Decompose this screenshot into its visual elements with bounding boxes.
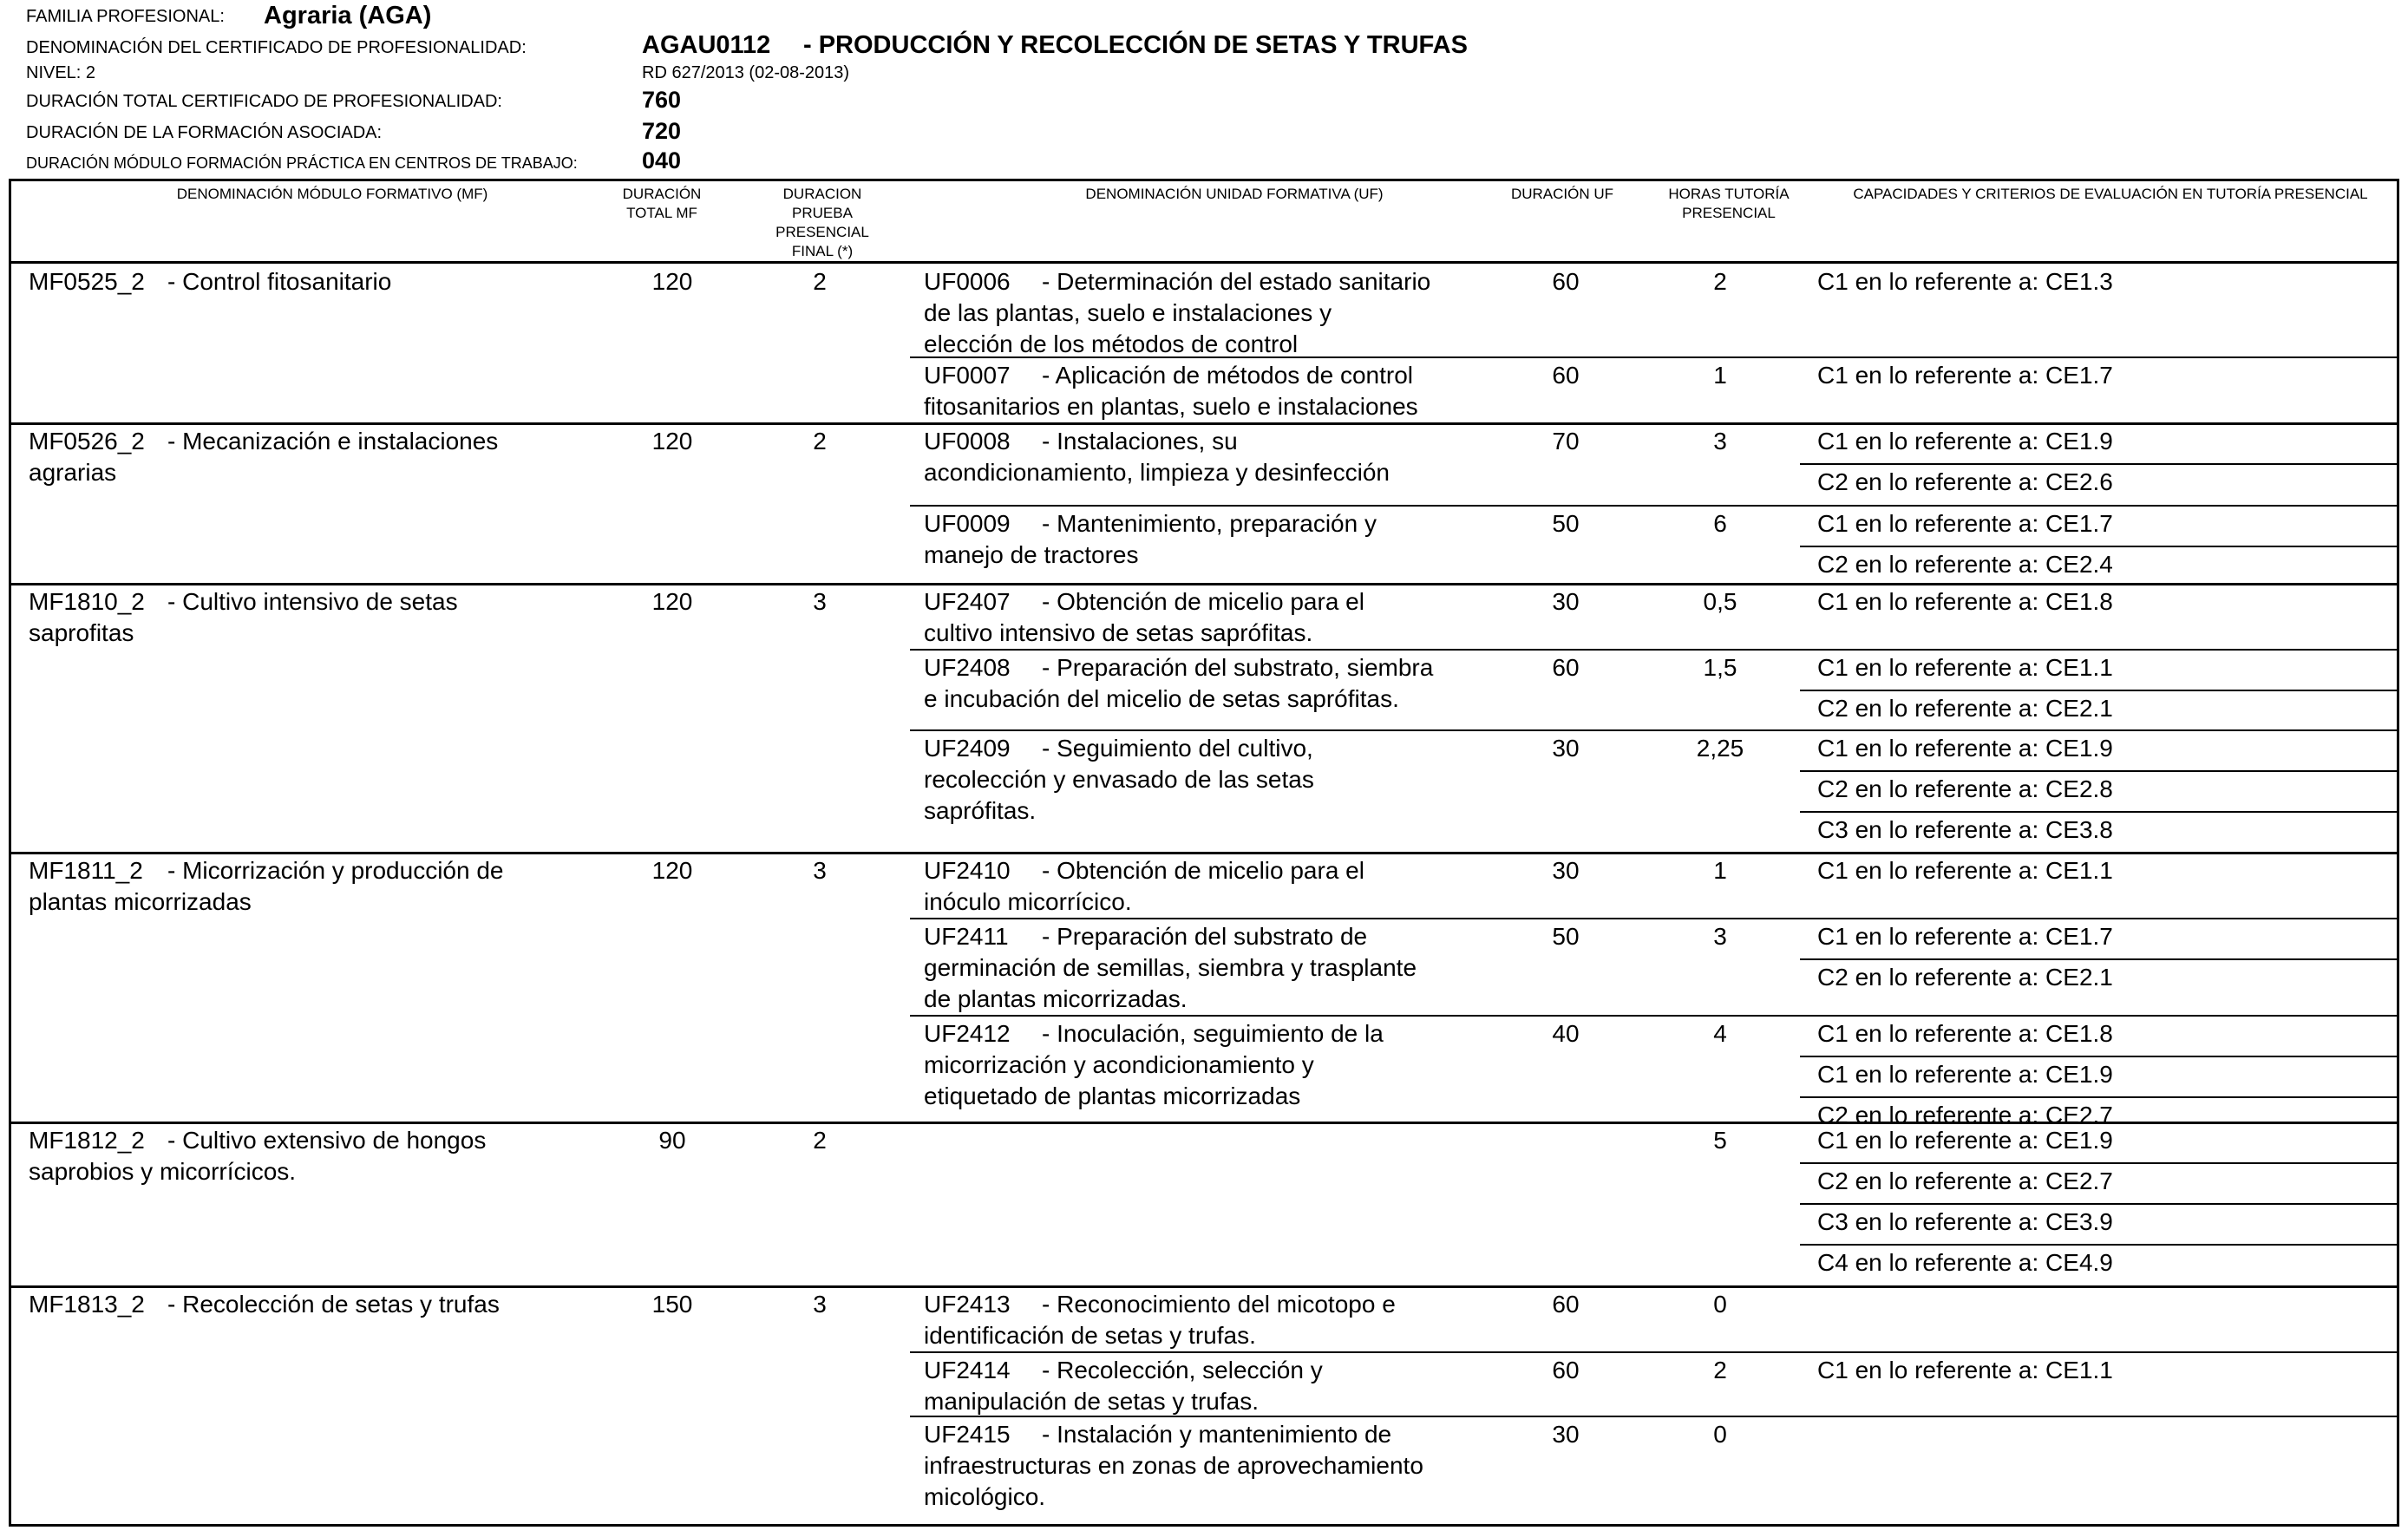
unit-title	[924, 1289, 1396, 1320]
criteria-entry: C1 en lo referente a: CE1.1	[1817, 654, 2113, 681]
criteria-entry: C2 en lo referente a: CE2.4	[1817, 551, 2113, 578]
module-title: - Recolección de setas y trufas	[167, 1291, 500, 1318]
unit-title-line: - Obtención de micelio para el	[1042, 588, 1364, 615]
duracion-formacion-value: 720	[642, 118, 682, 144]
unit-code: UF0006	[924, 268, 1011, 295]
criteria-entry: C1 en lo referente a: CE1.9	[1817, 1127, 2113, 1154]
unit-title	[924, 652, 1433, 683]
module-exam-hours: 2	[813, 1127, 827, 1154]
unit-title	[924, 855, 1364, 886]
unit-code: UF2414	[924, 1357, 1011, 1383]
unit-duration: 50	[1552, 923, 1580, 950]
unit-title-line: manipulación de setas y trufas.	[924, 1388, 1259, 1415]
module-total-hours: 120	[651, 428, 693, 455]
unit-code: UF0007	[924, 362, 1011, 389]
unit-title-line: inóculo micorrícico.	[924, 888, 1132, 915]
unit-title-line: - Recolección, selección y	[1042, 1357, 1323, 1383]
module-name	[29, 426, 498, 457]
unit-title-line: - Mantenimiento, preparación y	[1042, 510, 1377, 537]
module-title: - Micorrización y producción de	[167, 857, 504, 884]
unit-title-line: recolección y envasado de las setas	[924, 766, 1314, 793]
module-code: MF0525_2	[29, 268, 145, 295]
unit-duration: 30	[1552, 735, 1580, 762]
module-total-hours: 90	[658, 1127, 686, 1154]
unit-title-line: infraestructuras en zonas de aprovechamiento	[924, 1452, 1423, 1479]
unit-duration: 40	[1552, 1020, 1580, 1047]
criteria-entry: C2 en lo referente a: CE2.8	[1817, 775, 2113, 802]
unit-code: UF2415	[924, 1421, 1011, 1448]
criteria-entry: C3 en lo referente a: CE3.8	[1817, 816, 2113, 843]
criteria-entry: C1 en lo referente a: CE1.8	[1817, 588, 2113, 615]
unit-tutoring-hours: 2	[1713, 268, 1727, 295]
unit-title-line: - Seguimiento del cultivo,	[1042, 735, 1313, 762]
unit-title-line: de las plantas, suelo e instalaciones y	[924, 299, 1332, 326]
module-name	[29, 266, 391, 298]
criteria-entry: C1 en lo referente a: CE1.9	[1817, 1061, 2113, 1088]
unit-title-line: - Preparación del substrato de	[1042, 923, 1368, 950]
module-exam-hours: 3	[813, 857, 827, 884]
unit-duration: 30	[1552, 1421, 1580, 1448]
unit-tutoring-hours: 4	[1713, 1020, 1727, 1047]
duracion-formacion-label: DURACIÓN DE LA FORMACIÓN ASOCIADA:	[26, 123, 383, 142]
unit-title-line: - Preparación del substrato, siembra	[1042, 654, 1434, 681]
unit-duration: 60	[1552, 1291, 1580, 1318]
unit-code: UF2411	[924, 923, 1009, 950]
criteria-entry: C1 en lo referente a: CE1.3	[1817, 268, 2113, 295]
module-name	[29, 1125, 486, 1156]
unit-title-line: de plantas micorrizadas.	[924, 985, 1188, 1012]
module-total-hours: 120	[651, 268, 693, 295]
module-title-continued: agrarias	[29, 459, 117, 486]
module-code: MF1810_2	[29, 588, 145, 615]
unit-title-line: cultivo intensivo de setas saprófitas.	[924, 619, 1313, 646]
unit-tutoring-hours: 1	[1713, 857, 1727, 884]
certificado-code: AGAU0112	[642, 31, 771, 59]
unit-title-line: - Determinación del estado sanitario	[1042, 268, 1431, 295]
criteria-entry: C2 en lo referente a: CE2.7	[1817, 1167, 2113, 1194]
criteria-entry: C1 en lo referente a: CE1.1	[1817, 1357, 2113, 1383]
unit-divider	[910, 1015, 2397, 1017]
unit-divider	[910, 1351, 2397, 1353]
unit-tutoring-hours: 1	[1713, 362, 1727, 389]
unit-title	[924, 266, 1430, 298]
unit-tutoring-hours: 0	[1713, 1421, 1727, 1448]
criteria-entry: C2 en lo referente a: CE2.7	[1817, 1102, 2113, 1128]
module-code: MF0526_2	[29, 428, 145, 455]
unit-title	[924, 586, 1364, 618]
criteria-divider	[1800, 1244, 2397, 1246]
criteria-divider	[1800, 1096, 2397, 1098]
nivel-label: NIVEL: 2	[26, 63, 96, 82]
module-title-continued: plantas micorrizadas	[29, 888, 252, 915]
module-title-continued: saprofitas	[29, 619, 134, 646]
unit-code: UF2412	[924, 1020, 1011, 1047]
unit-title-line: - Aplicación de métodos de control	[1042, 362, 1414, 389]
unit-title-line: manejo de tractores	[924, 541, 1139, 568]
unit-duration: 70	[1552, 428, 1580, 455]
criteria-entry: C1 en lo referente a: CE1.9	[1817, 428, 2113, 455]
unit-title	[924, 1419, 1391, 1450]
unit-divider	[910, 729, 2397, 731]
familia-value: Agraria (AGA)	[264, 2, 432, 29]
unit-title-line: micológico.	[924, 1483, 1046, 1510]
unit-title-line: - Inoculación, seguimiento de la	[1042, 1020, 1384, 1047]
col-header-prueba: DURACION PRUEBA PRESENCIAL FINAL (*)	[775, 186, 869, 259]
col-header-uf: DENOMINACIÓN UNIDAD FORMATIVA (UF)	[1085, 186, 1384, 202]
criteria-entry: C1 en lo referente a: CE1.1	[1817, 857, 2113, 884]
unit-title-line: micorrización y acondicionamiento y	[924, 1051, 1314, 1078]
unit-duration: 30	[1552, 588, 1580, 615]
unit-title	[924, 921, 1367, 952]
module-code: MF1812_2	[29, 1127, 145, 1154]
header-divider	[11, 261, 2397, 264]
module-code: MF1813_2	[29, 1291, 145, 1318]
module-divider	[11, 1122, 2397, 1124]
duracion-total-label: DURACIÓN TOTAL CERTIFICADO DE PROFESIONALIDAD:	[26, 92, 502, 111]
unit-title	[924, 360, 1413, 391]
unit-title-line: fitosanitarios en plantas, suelo e instalaciones	[924, 393, 1418, 420]
criteria-entry: C1 en lo referente a: CE1.7	[1817, 923, 2113, 950]
module-divider	[11, 422, 2397, 425]
unit-title	[924, 733, 1313, 764]
criteria-entry: C1 en lo referente a: CE1.8	[1817, 1020, 2113, 1047]
module-exam-hours: 2	[813, 268, 827, 295]
duracion-practica-label: DURACIÓN MÓDULO FORMACIÓN PRÁCTICA EN CENTROS DE TRABAJO:	[26, 154, 578, 172]
module-exam-hours: 3	[813, 588, 827, 615]
module-title-continued: saprobios y micorrícicos.	[29, 1158, 297, 1185]
module-total-hours: 150	[651, 1291, 693, 1318]
unit-tutoring-hours: 0	[1713, 1291, 1727, 1318]
module-total-hours: 120	[651, 857, 693, 884]
criteria-divider	[1800, 1162, 2397, 1164]
criteria-divider	[1800, 690, 2397, 691]
unit-tutoring-hours: 2,25	[1696, 735, 1744, 762]
unit-duration: 50	[1552, 510, 1580, 537]
unit-tutoring-hours: 1,5	[1703, 654, 1737, 681]
unit-tutoring-hours: 6	[1713, 510, 1727, 537]
unit-duration: 60	[1552, 268, 1580, 295]
unit-title-line: e incubación del micelio de setas saprófitas.	[924, 685, 1399, 712]
unit-divider	[910, 918, 2397, 919]
unit-code: UF0008	[924, 428, 1011, 455]
certificado-title: - PRODUCCIÓN Y RECOLECCIÓN DE SETAS Y TRUFAS	[803, 31, 1468, 59]
rd-reference: RD 627/2013 (02-08-2013)	[642, 63, 850, 82]
module-name	[29, 586, 458, 618]
criteria-entry: C2 en lo referente a: CE2.6	[1817, 468, 2113, 495]
module-divider	[11, 583, 2397, 585]
unit-divider	[910, 1416, 2397, 1417]
module-divider	[11, 852, 2397, 854]
module-name	[29, 855, 504, 886]
module-code: MF1811_2	[29, 857, 143, 884]
unit-tutoring-hours: 3	[1713, 923, 1727, 950]
criteria-divider	[1800, 1203, 2397, 1205]
criteria-divider	[1800, 958, 2397, 960]
unit-duration: 60	[1552, 362, 1580, 389]
module-title: - Cultivo intensivo de setas	[167, 588, 458, 615]
denominacion-label: DENOMINACIÓN DEL CERTIFICADO DE PROFESIONALIDAD:	[26, 38, 527, 57]
criteria-divider	[1800, 546, 2397, 547]
unit-divider	[910, 356, 2397, 358]
unit-title-line: germinación de semillas, siembra y trasplante	[924, 954, 1417, 981]
module-title: - Cultivo extensivo de hongos	[167, 1127, 487, 1154]
col-header-dur-uf: DURACIÓN UF	[1510, 186, 1614, 202]
unit-code: UF2408	[924, 654, 1011, 681]
col-header-capacidades: CAPACIDADES Y CRITERIOS DE EVALUACIÓN EN TUTORÍA PRESENCIAL	[1853, 186, 2368, 202]
unit-title-line: - Instalaciones, su	[1042, 428, 1238, 455]
unit-duration: 30	[1552, 857, 1580, 884]
duracion-practica-value: 040	[642, 147, 682, 173]
criteria-divider	[1800, 1056, 2397, 1057]
criteria-entry: C1 en lo referente a: CE1.7	[1817, 362, 2113, 389]
module-total-hours: 120	[651, 588, 693, 615]
unit-tutoring-hours: 0,5	[1703, 588, 1737, 615]
unit-code: UF0009	[924, 510, 1011, 537]
col-header-mf: DENOMINACIÓN MÓDULO FORMATIVO (MF)	[176, 186, 488, 202]
unit-title	[924, 426, 1238, 457]
criteria-entry: C2 en lo referente a: CE2.1	[1817, 964, 2113, 991]
criteria-entry: C4 en lo referente a: CE4.9	[1817, 1249, 2113, 1276]
unit-duration: 60	[1552, 1357, 1580, 1383]
unit-code: UF2409	[924, 735, 1011, 762]
unit-tutoring-hours: 3	[1713, 428, 1727, 455]
criteria-entry: C3 en lo referente a: CE3.9	[1817, 1208, 2113, 1235]
criteria-entry: C1 en lo referente a: CE1.7	[1817, 510, 2113, 537]
unit-title	[924, 1018, 1384, 1050]
duracion-total-value: 760	[642, 87, 682, 113]
unit-title-line: acondicionamiento, limpieza y desinfección	[924, 459, 1390, 486]
unit-title-line: elección de los métodos de control	[924, 330, 1299, 357]
criteria-divider	[1800, 463, 2397, 465]
unit-title-line: etiquetado de plantas micorrizadas	[924, 1082, 1301, 1109]
module-exam-hours: 3	[813, 1291, 827, 1318]
familia-label: FAMILIA PROFESIONAL:	[26, 7, 225, 26]
unit-divider	[910, 649, 2397, 651]
unit-title-line: saprófitas.	[924, 797, 1037, 824]
unit-title	[924, 508, 1377, 540]
col-header-horas: HORAS TUTORÍA PRESENCIAL	[1668, 186, 1790, 221]
unit-title-line: - Reconocimiento del micotopo e	[1042, 1291, 1396, 1318]
unit-duration: 60	[1552, 654, 1580, 681]
unit-tutoring-hours: 2	[1713, 1357, 1727, 1383]
criteria-divider	[1800, 770, 2397, 772]
col-header-dur-mf: DURACIÓN TOTAL MF	[622, 186, 702, 221]
module-exam-hours: 2	[813, 428, 827, 455]
unit-code: UF2407	[924, 588, 1011, 615]
modules-table	[9, 179, 2399, 1527]
unit-tutoring-hours: 5	[1713, 1127, 1727, 1154]
unit-title-line: identificación de setas y trufas.	[924, 1322, 1256, 1349]
module-title: - Mecanización e instalaciones	[167, 428, 499, 455]
unit-divider	[910, 505, 2397, 507]
criteria-entry: C1 en lo referente a: CE1.9	[1817, 735, 2113, 762]
module-divider	[11, 1285, 2397, 1288]
criteria-entry: C2 en lo referente a: CE2.1	[1817, 695, 2113, 722]
module-title: - Control fitosanitario	[167, 268, 392, 295]
unit-code: UF2410	[924, 857, 1011, 884]
unit-title	[924, 1355, 1323, 1386]
unit-title-line: - Instalación y mantenimiento de	[1042, 1421, 1392, 1448]
module-name	[29, 1289, 500, 1320]
unit-title-line: - Obtención de micelio para el	[1042, 857, 1364, 884]
unit-code: UF2413	[924, 1291, 1011, 1318]
criteria-divider	[1800, 811, 2397, 813]
